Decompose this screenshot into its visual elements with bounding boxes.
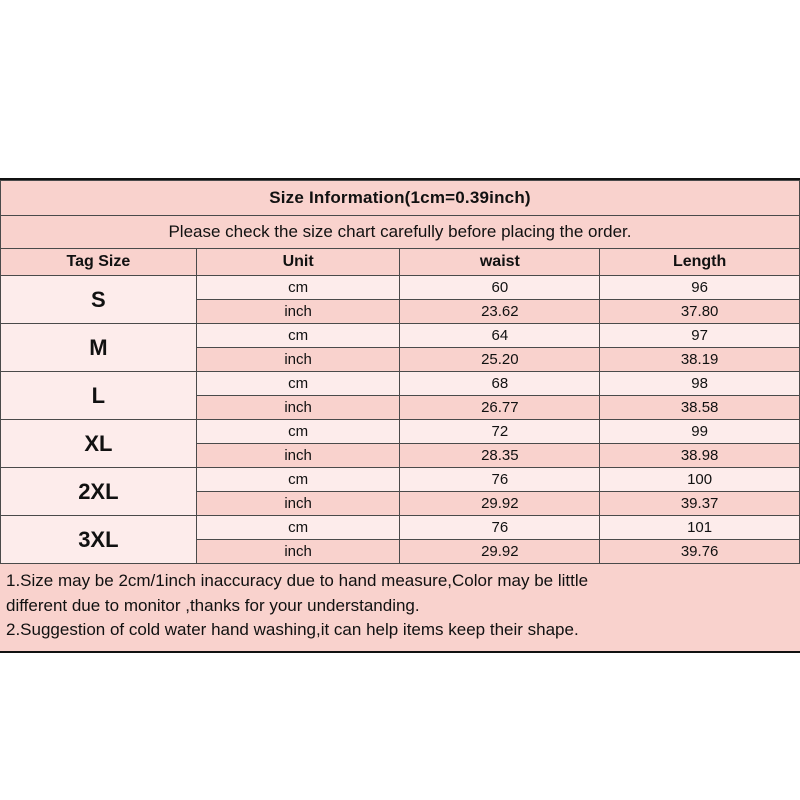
- row-length-cm: 97: [600, 324, 800, 348]
- table-row: [1, 420, 800, 444]
- chart-notes: [0, 564, 800, 651]
- chart-title: Size Information(1cm=0.39inch): [1, 181, 800, 216]
- row-waist-cm: 68: [400, 372, 600, 396]
- row-unit-cm: cm: [196, 372, 400, 396]
- row-waist-cm: 60: [400, 276, 600, 300]
- chart-subtitle: Please check the size chart carefully before placing the order.: [1, 216, 800, 249]
- header-unit: Unit: [196, 249, 400, 276]
- table-subtitle-row: [1, 216, 800, 249]
- row-tag-size: L: [1, 372, 197, 420]
- row-unit-inch: inch: [196, 492, 400, 516]
- size-chart-panel: [0, 178, 800, 653]
- row-length-inch: 38.98: [600, 444, 800, 468]
- row-unit-cm: cm: [196, 516, 400, 540]
- row-waist-cm: 72: [400, 420, 600, 444]
- table-header-row: [1, 249, 800, 276]
- table-row: [1, 372, 800, 396]
- row-length-cm: 101: [600, 516, 800, 540]
- row-length-cm: 98: [600, 372, 800, 396]
- row-waist-inch: 29.92: [400, 492, 600, 516]
- note-line: different due to monitor ,thanks for your understanding.: [6, 595, 420, 615]
- row-waist-inch: 28.35: [400, 444, 600, 468]
- header-tag-size: Tag Size: [1, 249, 197, 276]
- row-length-cm: 99: [600, 420, 800, 444]
- row-waist-cm: 76: [400, 468, 600, 492]
- table-row: [1, 468, 800, 492]
- row-waist-inch: 26.77: [400, 396, 600, 420]
- header-length: Length: [600, 249, 800, 276]
- row-unit-inch: inch: [196, 348, 400, 372]
- row-tag-size: M: [1, 324, 197, 372]
- row-unit-cm: cm: [196, 468, 400, 492]
- row-unit-cm: cm: [196, 324, 400, 348]
- row-waist-inch: 29.92: [400, 540, 600, 564]
- note-line: 2.Suggestion of cold water hand washing,it can help items keep their shape.: [6, 620, 579, 640]
- row-length-inch: 37.80: [600, 300, 800, 324]
- row-unit-cm: cm: [196, 420, 400, 444]
- row-unit-inch: inch: [196, 540, 400, 564]
- table-title-row: [1, 181, 800, 216]
- row-length-cm: 96: [600, 276, 800, 300]
- row-length-cm: 100: [600, 468, 800, 492]
- row-waist-inch: 25.20: [400, 348, 600, 372]
- table-row: [1, 276, 800, 300]
- row-unit-cm: cm: [196, 276, 400, 300]
- row-unit-inch: inch: [196, 396, 400, 420]
- row-waist-cm: 64: [400, 324, 600, 348]
- row-tag-size: XL: [1, 420, 197, 468]
- table-row: [1, 516, 800, 540]
- row-unit-inch: inch: [196, 300, 400, 324]
- table-row: [1, 324, 800, 348]
- row-unit-inch: inch: [196, 444, 400, 468]
- note-line: 1.Size may be 2cm/1inch inaccuracy due to hand measure,Color may be little: [6, 571, 589, 590]
- row-tag-size: 3XL: [1, 516, 197, 564]
- row-length-inch: 39.76: [600, 540, 800, 564]
- row-tag-size: S: [1, 276, 197, 324]
- row-waist-inch: 23.62: [400, 300, 600, 324]
- header-waist: waist: [400, 249, 600, 276]
- row-length-inch: 38.19: [600, 348, 800, 372]
- row-tag-size: 2XL: [1, 468, 197, 516]
- row-waist-cm: 76: [400, 516, 600, 540]
- size-chart-table: [0, 180, 800, 564]
- row-length-inch: 38.58: [600, 396, 800, 420]
- row-length-inch: 39.37: [600, 492, 800, 516]
